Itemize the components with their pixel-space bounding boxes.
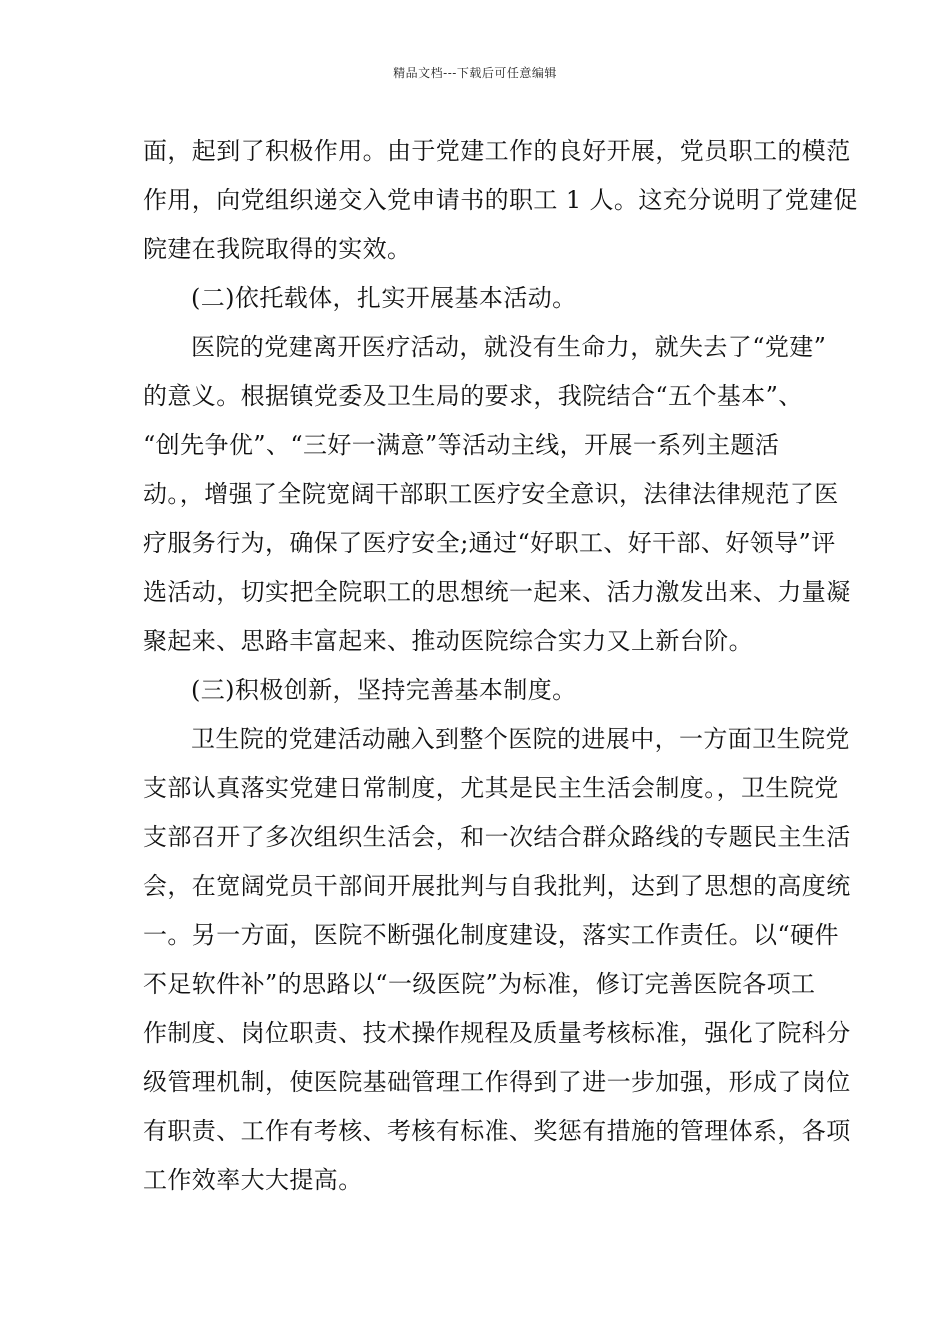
body-line: 一。另一方面，医院不断强化制度建设，落实工作责任。以“硬件 (143, 921, 839, 949)
body-line: 有职责、工作有考核、考核有标准、奖惩有措施的管理体系，各项 (143, 1117, 851, 1145)
body-line: 作用，向党组织递交入党申请书的职工 1 人。这充分说明了党建促 (143, 186, 858, 214)
section-heading: (三)积极创新，坚持完善基本制度。 (191, 676, 577, 704)
body-line: 医院的党建离开医疗活动，就没有生命力，就失去了“党建” (191, 333, 827, 361)
body-line: 作制度、岗位职责、技术操作规程及质量考核标准，强化了院科分 (143, 1019, 851, 1047)
body-line: 不足软件补”的思路以“一级医院”为标准，修订完善医院各项工 (143, 970, 816, 998)
body-line: 聚起来、思路丰富起来、推动医院综合实力又上新台阶。 (143, 627, 753, 655)
body-line: 疗服务行为，确保了医疗安全;通过“好职工、好干部、好领导”评 (143, 529, 836, 557)
body-line: 会，在宽阔党员干部间开展批判与自我批判，达到了思想的高度统 (143, 872, 851, 900)
section-heading: (二)依托载体，扎实开展基本活动。 (191, 284, 577, 312)
body-line: 的意义。根据镇党委及卫生局的要求，我院结合“五个基本”、 (143, 382, 803, 410)
page-header: 精品文档---下载后可任意编辑 (393, 66, 557, 80)
body-line: 院建在我院取得的实效。 (143, 235, 412, 263)
body-line: 面，起到了积极作用。由于党建工作的良好开展，党员职工的模范 (143, 137, 851, 165)
body-line: “创先争优”、“三好一满意”等活动主线，开展一系列主题活 (143, 431, 780, 459)
body-line: 级管理机制，使医院基础管理工作得到了进一步加强，形成了岗位 (143, 1068, 851, 1096)
body-line: 支部认真落实党建日常制度，尤其是民主生活会制度。，卫生院党 (143, 774, 839, 802)
body-line: 选活动，切实把全院职工的思想统一起来、活力激发出来、力量凝 (143, 578, 851, 606)
body-line: 卫生院的党建活动融入到整个医院的进展中，一方面卫生院党 (191, 725, 850, 753)
body-line: 支部召开了多次组织生活会，和一次结合群众路线的专题民主生活 (143, 823, 851, 851)
body-line: 动。，增强了全院宽阔干部职工医疗安全意识，法律法律规范了医 (143, 480, 839, 508)
body-line: 工作效率大大提高。 (143, 1166, 363, 1194)
